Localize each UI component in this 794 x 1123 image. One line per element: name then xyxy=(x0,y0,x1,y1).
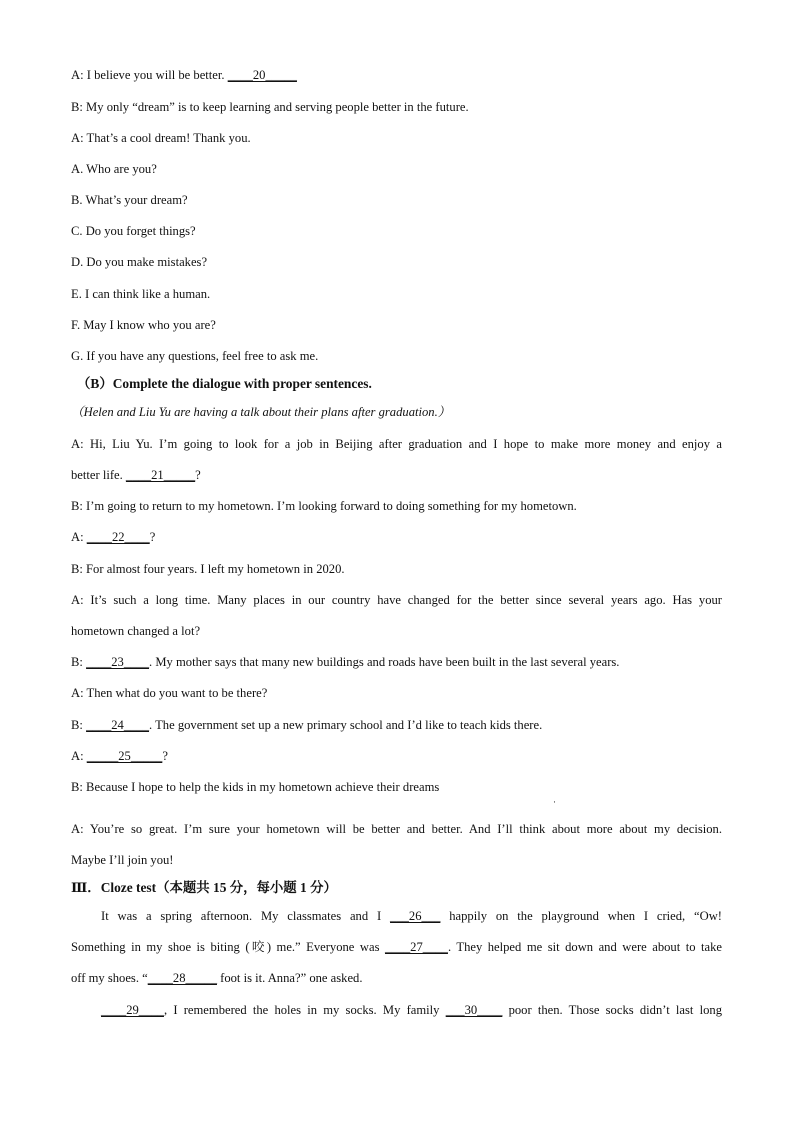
line-text: . The government set up a new primary school and I’d like to teach kids there. xyxy=(149,718,543,732)
option-f xyxy=(71,317,216,333)
line-text: Something in my shoe is biting (咬) me.” Everyone was xyxy=(71,940,385,954)
line-text: Maybe I’ll join you! xyxy=(71,853,174,867)
line-text: A: Then what do you want to be there? xyxy=(71,686,268,700)
option-d xyxy=(71,254,207,270)
line-text: A: It’s such a long time. Many places in our country have changed for the better since several years ago. Has your xyxy=(71,593,722,607)
dialogue-line xyxy=(71,467,201,483)
dialogue-line xyxy=(71,529,155,545)
answer-blank-23[interactable]: ____23____ xyxy=(86,655,150,669)
line-text: A: That’s a cool dream! Thank you. xyxy=(71,131,251,145)
option-text: E. I can think like a human. xyxy=(71,287,211,301)
dialogue-line xyxy=(71,592,722,608)
line-text: off my shoes. “ xyxy=(71,971,148,985)
dialogue-line xyxy=(71,99,469,115)
line-text: hometown changed a lot? xyxy=(71,624,201,638)
answer-blank-20[interactable]: ____20_____ xyxy=(227,68,297,82)
line-text: poor then. Those socks didn’t last long xyxy=(502,1003,722,1017)
line-text: , I remembered the holes in my socks. My family xyxy=(163,1003,446,1017)
option-text: B. What’s your dream? xyxy=(71,193,188,207)
line-text: ? xyxy=(149,530,156,544)
section-b-note: （Helen and Liu Yu are having a talk about their plans after graduation.） xyxy=(71,405,451,419)
line-text: A: I believe you will be better. xyxy=(71,68,228,82)
answer-blank-21[interactable]: ____21_____ xyxy=(125,468,196,482)
cloze-line xyxy=(71,939,722,955)
line-text: B: For almost four years. I left my hometown in 2020. xyxy=(71,562,345,576)
option-e xyxy=(71,286,210,302)
dialogue-line xyxy=(71,654,619,670)
option-b xyxy=(71,192,188,208)
line-text: . They helped me sit down and were about to take xyxy=(447,940,722,954)
answer-blank-22[interactable]: ____22____ xyxy=(86,530,150,544)
option-text: A. Who are you? xyxy=(71,162,157,176)
stray-dot-mark: · xyxy=(553,797,556,807)
line-text: happily on the playground when I cried, “Ow! xyxy=(440,909,722,923)
dialogue-line xyxy=(71,498,577,514)
line-text: ? xyxy=(195,468,201,482)
line-text: A: xyxy=(71,530,87,544)
line-text: . My mother says that many new buildings and roads have been built in the last several years. xyxy=(149,655,620,669)
option-a xyxy=(71,161,157,177)
option-c xyxy=(71,223,196,239)
answer-blank-26[interactable]: ___26___ xyxy=(390,909,441,923)
line-text: B: My only “dream” is to keep learning and serving people better in the future. xyxy=(71,100,469,114)
answer-blank-24[interactable]: ____24____ xyxy=(86,718,150,732)
answer-blank-27[interactable]: ____27____ xyxy=(384,940,448,954)
answer-blank-29[interactable]: ____29____ xyxy=(101,1003,164,1017)
dialogue-line xyxy=(71,67,297,83)
line-text: A: You’re so great. I’m sure your hometown will be better and better. And I’ll think about more about my decision. xyxy=(71,822,722,836)
option-text: F. May I know who you are? xyxy=(71,318,216,332)
option-text: G. If you have any questions, feel free to ask me. xyxy=(71,349,319,363)
section-b-title: （B）Complete the dialogue with proper sentences. xyxy=(77,376,372,391)
dialogue-line xyxy=(71,130,251,146)
line-text: ? xyxy=(162,749,168,763)
dialogue-line xyxy=(71,717,542,733)
dialogue-line xyxy=(71,685,267,701)
line-text: B: xyxy=(71,718,87,732)
dialogue-line xyxy=(71,821,722,837)
line-text: A: xyxy=(71,749,87,763)
dialogue-line xyxy=(71,779,439,795)
answer-blank-30[interactable]: ___30____ xyxy=(445,1003,503,1017)
dialogue-line xyxy=(71,623,200,639)
option-text: D. Do you make mistakes? xyxy=(71,255,208,269)
dialogue-line xyxy=(71,561,345,577)
line-text: B: I’m going to return to my hometown. I’m looking forward to doing something for my hometown. xyxy=(71,499,577,513)
line-text: B: Because I hope to help the kids in my hometown achieve their dreams xyxy=(71,780,440,794)
option-text: C. Do you forget things? xyxy=(71,224,196,238)
dialogue-line xyxy=(71,852,173,868)
line-text: It was a spring afternoon. My classmates and I xyxy=(101,909,391,923)
cloze-line xyxy=(71,970,362,986)
line-text: B: xyxy=(71,655,87,669)
section-3-title: Ⅲ．Cloze test（本题共 15 分，每小题 1 分） xyxy=(71,880,337,895)
cloze-line xyxy=(71,1002,722,1018)
line-text: foot is it. Anna?” one asked. xyxy=(216,971,363,985)
answer-blank-25[interactable]: _____25_____ xyxy=(86,749,163,763)
dialogue-line xyxy=(71,436,722,452)
dialogue-line xyxy=(71,748,168,764)
cloze-line xyxy=(71,908,722,924)
line-text: better life. xyxy=(71,468,126,482)
option-g xyxy=(71,348,318,364)
line-text: A: Hi, Liu Yu. I’m going to look for a job in Beijing after graduation and I hope to make more money and enjoy a xyxy=(71,437,722,451)
answer-blank-28[interactable]: ____28_____ xyxy=(147,971,217,985)
